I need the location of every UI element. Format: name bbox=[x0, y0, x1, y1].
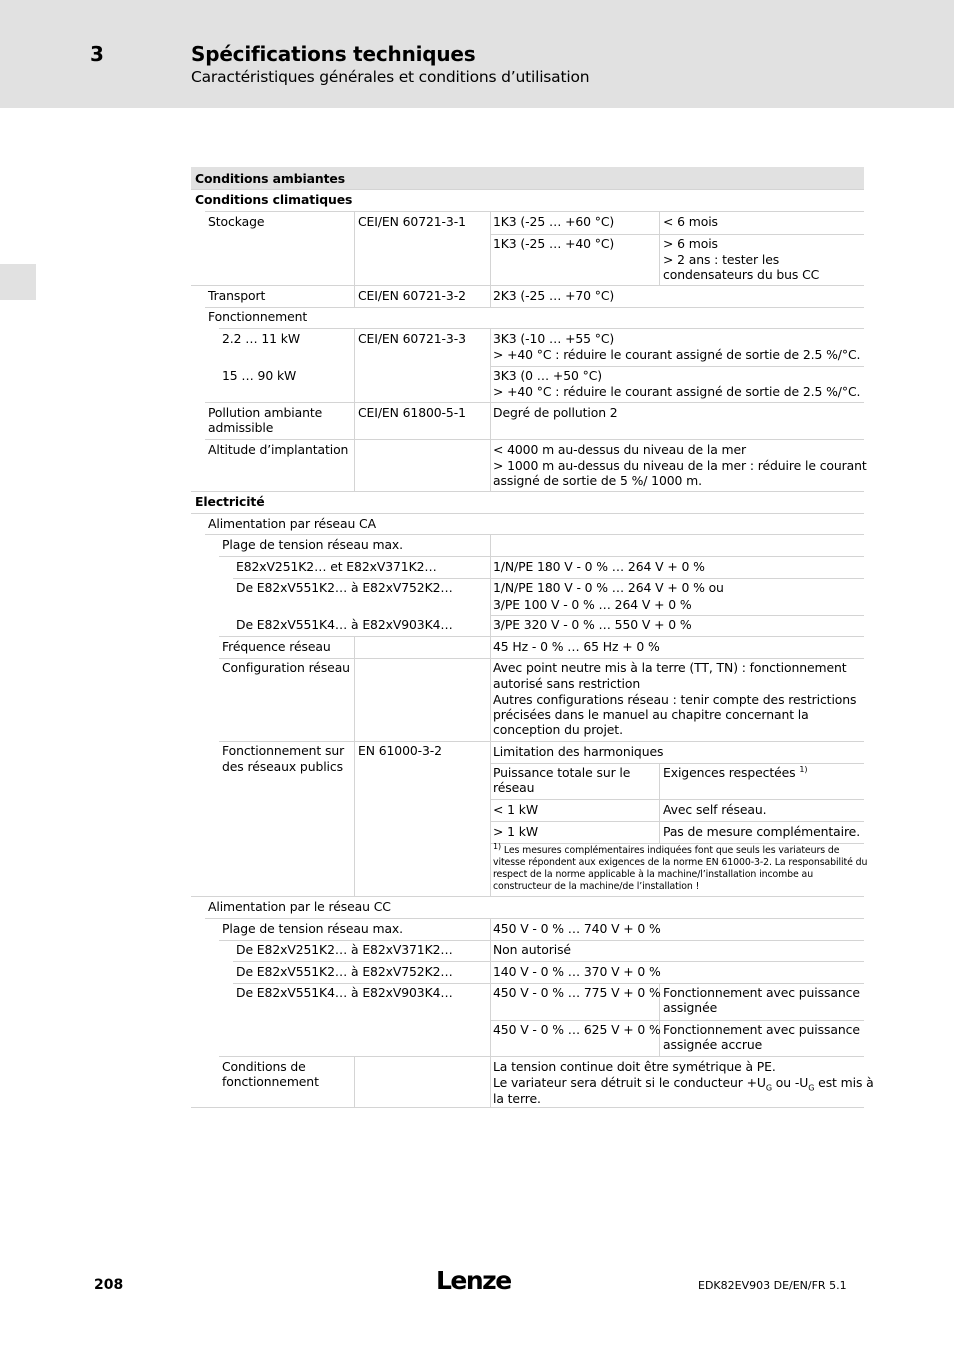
operation-range-2: 15 … 90 kW bbox=[222, 368, 297, 383]
chapter-subtitle: Caractéristiques générales et conditions d’utilisation bbox=[191, 68, 590, 86]
side-tab-marker bbox=[0, 264, 36, 300]
operation-range-1: 2.2 … 11 kW bbox=[222, 331, 301, 346]
storage-value-2: 1K3 (-25 … +40 °C) bbox=[493, 236, 615, 251]
dc-range-row-3-desc-1b: assignée bbox=[663, 1000, 718, 1015]
power-header-2: réseau bbox=[493, 780, 535, 795]
dc-range-row-3-value-1: 450 V - 0 % … 775 V + 0 % bbox=[493, 985, 661, 1000]
dc-range-label: Plage de tension réseau max. bbox=[222, 921, 404, 936]
dc-range-row-3-desc-1a: Fonctionnement avec puissance bbox=[663, 985, 860, 1000]
chapter-number: 3 bbox=[90, 42, 104, 66]
transport-label: Transport bbox=[208, 288, 266, 303]
dc-range-row-1: De E82xV251K2… à E82xV371K2… bbox=[236, 942, 453, 957]
section-electric-heading: Electricité bbox=[195, 494, 265, 509]
ac-config-line-5: conception du projet. bbox=[493, 722, 623, 737]
storage-label: Stockage bbox=[208, 214, 265, 229]
operation-range-1-value-1: 3K3 (-10 … +55 °C) bbox=[493, 331, 615, 346]
ac-frequency-value: 45 Hz - 0 % … 65 Hz + 0 % bbox=[493, 639, 660, 654]
storage-duration-2b: > 2 ans : tester les bbox=[663, 252, 780, 267]
section-ambient-heading: Conditions ambiantes bbox=[195, 171, 346, 186]
ac-public-label-2: des réseaux publics bbox=[222, 759, 343, 774]
dc-conditions-line-2: Le variateur sera détruit si le conducteur $+U_G$ ou $-U_G$ est mis à bbox=[493, 1075, 874, 1093]
dc-range-row-3-desc-2a: Fonctionnement avec puissance bbox=[663, 1022, 860, 1037]
dc-range-row-3: De E82xV551K4… à E82xV903K4… bbox=[236, 985, 453, 1000]
dc-conditions-label-2: fonctionnement bbox=[222, 1074, 319, 1089]
ac-range-row-2-value-1: 1/N/PE 180 V - 0 % … 264 V + 0 % ou bbox=[493, 580, 724, 595]
dc-conditions-line-3: la terre. bbox=[493, 1091, 541, 1106]
pollution-norm: CEI/EN 61800-5-1 bbox=[358, 405, 466, 420]
chapter-title: Spécifications techniques bbox=[191, 42, 476, 66]
dc-conditions-line-1: La tension continue doit être symétrique à PE. bbox=[493, 1059, 776, 1074]
footnote-line-3: respect de la norme applicable à la machine/l’installation incombe au bbox=[493, 869, 814, 880]
storage-duration-2c: condensateurs du bus CC bbox=[663, 267, 820, 282]
altitude-value-3: assigné de sortie de 5 %/ 1000 m. bbox=[493, 473, 702, 488]
altitude-value-1: < 4000 m au-dessus du niveau de la mer bbox=[493, 442, 747, 457]
transport-norm: CEI/EN 60721-3-2 bbox=[358, 288, 466, 303]
altitude-value-2: > 1000 m au-dessus du niveau de la mer : réduire le courant bbox=[493, 458, 867, 473]
transport-value: 2K3 (-25 … +70 °C) bbox=[493, 288, 615, 303]
ac-range-row-2-value-2: 3/PE 100 V - 0 % … 264 V + 0 % bbox=[493, 597, 692, 612]
power-row-1: < 1 kW bbox=[493, 802, 538, 817]
altitude-label: Altitude d’implantation bbox=[208, 442, 349, 457]
pollution-label-1: Pollution ambiante bbox=[208, 405, 323, 420]
ac-range-label: Plage de tension réseau max. bbox=[222, 537, 404, 552]
storage-norm: CEI/EN 60721-3-1 bbox=[358, 214, 466, 229]
ac-config-line-1: Avec point neutre mis à la terre (TT, TN) : fonctionnement bbox=[493, 660, 847, 675]
ac-public-label-1: Fonctionnement sur bbox=[222, 743, 345, 758]
dc-conditions-label-1: Conditions de bbox=[222, 1059, 306, 1074]
dc-range-row-2: De E82xV551K2… à E82xV752K2… bbox=[236, 964, 453, 979]
page-number: 208 bbox=[94, 1277, 124, 1293]
ac-config-line-2: autorisé sans restriction bbox=[493, 676, 641, 691]
requirements-header: Exigences respectées $^{1)}$ bbox=[663, 764, 808, 780]
storage-duration-2a: > 6 mois bbox=[663, 236, 718, 251]
dc-range-row-3-value-2: 450 V - 0 % … 625 V + 0 % bbox=[493, 1022, 661, 1037]
ac-range-row-1-value: 1/N/PE 180 V - 0 % … 264 V + 0 % bbox=[493, 559, 705, 574]
ac-range-row-1: E82xV251K2… et E82xV371K2… bbox=[236, 559, 437, 574]
lenze-logo: Lenze bbox=[436, 1266, 511, 1295]
section-climate-heading: Conditions climatiques bbox=[195, 192, 353, 207]
operation-range-2-value-1: 3K3 (0 … +50 °C) bbox=[493, 368, 602, 383]
ac-config-line-3: Autres configurations réseau : tenir compte des restrictions bbox=[493, 692, 857, 707]
document-id: EDK82EV903 DE/EN/FR 5.1 bbox=[698, 1279, 847, 1292]
ac-config-line-4: précisées dans le manuel au chapitre concernant la bbox=[493, 707, 809, 722]
dc-supply-label: Alimentation par le réseau CC bbox=[208, 899, 391, 914]
operation-label: Fonctionnement bbox=[208, 309, 308, 324]
footnote-line-2: vitesse répondent aux exigences de la norme EN 61000-3-2. La responsabilité du bbox=[493, 857, 868, 868]
dc-range-row-2-value: 140 V - 0 % … 370 V + 0 % bbox=[493, 964, 661, 979]
dc-range-value: 450 V - 0 % … 740 V + 0 % bbox=[493, 921, 661, 936]
power-row-2-value: Pas de mesure complémentaire. bbox=[663, 824, 861, 839]
footnote-line-1: $^{1)}$ Les mesures complémentaires indiquées font que seuls les variateurs de bbox=[493, 841, 840, 856]
harmonics-heading: Limitation des harmoniques bbox=[493, 744, 664, 759]
operation-range-2-value-2: > +40 °C : réduire le courant assigné de sortie de 2.5 %/°C. bbox=[493, 384, 861, 399]
operation-norm: CEI/EN 60721-3-3 bbox=[358, 331, 466, 346]
power-row-1-value: Avec self réseau. bbox=[663, 802, 767, 817]
storage-value-1: 1K3 (-25 … +60 °C) bbox=[493, 214, 615, 229]
dc-range-row-3-desc-2b: assignée accrue bbox=[663, 1037, 763, 1052]
dc-range-row-1-value: Non autorisé bbox=[493, 942, 571, 957]
ac-config-label: Configuration réseau bbox=[222, 660, 350, 675]
storage-duration-1: < 6 mois bbox=[663, 214, 718, 229]
ac-supply-label: Alimentation par réseau CA bbox=[208, 516, 376, 531]
ac-frequency-label: Fréquence réseau bbox=[222, 639, 331, 654]
footnote-line-4: constructeur de la machine/de l’installation ! bbox=[493, 881, 700, 892]
ac-public-norm: EN 61000-3-2 bbox=[358, 743, 442, 758]
ac-range-row-3: De E82xV551K4… à E82xV903K4… bbox=[236, 617, 453, 632]
pollution-value: Degré de pollution 2 bbox=[493, 405, 618, 420]
power-header-1: Puissance totale sur le bbox=[493, 765, 631, 780]
ac-range-row-2: De E82xV551K2… à E82xV752K2… bbox=[236, 580, 453, 595]
power-row-2: > 1 kW bbox=[493, 824, 538, 839]
pollution-label-2: admissible bbox=[208, 420, 274, 435]
ac-range-row-3-value: 3/PE 320 V - 0 % … 550 V + 0 % bbox=[493, 617, 692, 632]
operation-range-1-value-2: > +40 °C : réduire le courant assigné de sortie de 2.5 %/°C. bbox=[493, 347, 861, 362]
chapter-header bbox=[0, 0, 954, 108]
